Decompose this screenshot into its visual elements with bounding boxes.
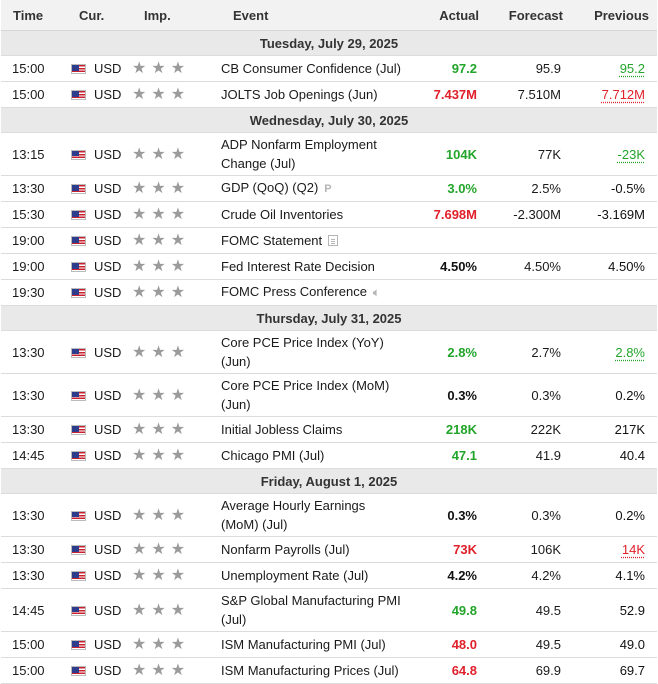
event-previous: -3.169M <box>597 207 645 222</box>
event-row[interactable] <box>1 176 657 202</box>
us-flag-icon <box>71 90 86 100</box>
event-forecast: 7.510M <box>487 82 571 108</box>
event-name[interactable]: JOLTS Job Openings (Jun) <box>221 87 378 102</box>
event-currency: USD <box>94 507 122 523</box>
event-previous: 4.1% <box>615 568 645 583</box>
event-time: 13:15 <box>1 133 67 176</box>
event-time: 13:30 <box>1 537 67 563</box>
event-time: 13:30 <box>1 494 67 537</box>
us-flag-icon <box>71 451 86 461</box>
event-time: 13:30 <box>1 176 67 202</box>
event-currency-cell <box>67 494 132 537</box>
importance-star-icon: ★ <box>151 447 166 464</box>
event-importance <box>132 563 221 589</box>
event-forecast: 49.5 <box>487 589 571 632</box>
event-name-cell[interactable] <box>221 537 408 563</box>
event-name[interactable]: S&P Global Manufacturing PMI (Jul) <box>221 593 401 627</box>
event-row[interactable] <box>1 202 657 228</box>
importance-star-icon: ★ <box>132 145 147 163</box>
event-time: 15:00 <box>1 56 67 82</box>
event-name[interactable]: CB Consumer Confidence (Jul) <box>221 61 401 76</box>
us-flag-icon <box>71 425 86 435</box>
event-forecast <box>487 228 571 254</box>
importance-star-icon: ★ <box>170 567 186 584</box>
event-time: 19:30 <box>1 280 67 306</box>
speaker-icon[interactable]: 🔈︎ <box>372 287 380 299</box>
importance-star-icon: ★ <box>132 421 147 438</box>
event-previous-cell <box>571 228 657 254</box>
importance-star-icon: ★ <box>151 662 166 679</box>
event-forecast: 2.5% <box>487 176 571 202</box>
event-actual: 49.8 <box>408 589 487 632</box>
event-name[interactable]: Core PCE Price Index (MoM) (Jun) <box>221 378 390 412</box>
event-name[interactable]: Nonfarm Payrolls (Jul) <box>221 542 350 557</box>
importance-star-icon: ★ <box>170 343 186 361</box>
column-header-event[interactable]: Event <box>221 0 408 31</box>
event-actual: 4.50% <box>408 254 487 280</box>
importance-star-icon: ★ <box>151 636 166 653</box>
event-row[interactable] <box>1 280 657 306</box>
us-flag-icon <box>71 150 86 160</box>
event-currency: USD <box>94 602 122 618</box>
event-name[interactable]: Unemployment Rate (Jul) <box>221 568 369 583</box>
event-name-cell[interactable] <box>221 82 408 108</box>
event-importance <box>132 82 221 108</box>
us-flag-icon <box>71 64 86 74</box>
event-row[interactable] <box>1 417 657 443</box>
preliminary-icon[interactable]: P <box>324 183 332 195</box>
event-name-cell[interactable] <box>221 176 408 202</box>
economic-calendar-table <box>1 0 657 684</box>
event-row[interactable] <box>1 589 657 632</box>
event-previous-cell <box>571 133 657 176</box>
importance-star-icon: ★ <box>151 506 166 524</box>
event-row[interactable] <box>1 632 657 658</box>
event-currency-cell <box>67 632 132 658</box>
event-importance <box>132 228 221 254</box>
importance-star-icon: ★ <box>170 506 186 524</box>
event-importance <box>132 331 221 374</box>
importance-star-icon: ★ <box>151 601 166 619</box>
event-actual: 2.8% <box>408 331 487 374</box>
us-flag-icon <box>71 545 86 555</box>
event-actual: 3.0% <box>408 176 487 202</box>
event-previous-cell <box>571 658 657 684</box>
event-name-cell[interactable] <box>221 254 408 280</box>
event-previous-cell <box>571 563 657 589</box>
importance-star-icon: ★ <box>132 258 147 275</box>
event-importance <box>132 254 221 280</box>
event-importance <box>132 658 221 684</box>
event-row[interactable] <box>1 374 657 417</box>
importance-star-icon: ★ <box>170 258 186 275</box>
event-currency: USD <box>94 259 122 274</box>
event-forecast: 222K <box>487 417 571 443</box>
event-forecast: 69.9 <box>487 658 571 684</box>
event-currency-cell <box>67 82 132 108</box>
event-previous-revised[interactable]: 2.8% <box>615 344 645 360</box>
event-name-cell[interactable] <box>221 280 408 306</box>
event-actual: 4.2% <box>408 563 487 589</box>
event-actual: 73K <box>408 537 487 563</box>
importance-star-icon: ★ <box>151 180 166 197</box>
event-previous-cell <box>571 417 657 443</box>
importance-star-icon: ★ <box>132 180 147 197</box>
date-heading: Tuesday, July 29, 2025 <box>1 31 657 56</box>
event-name-cell[interactable] <box>221 331 408 374</box>
event-forecast: 4.50% <box>487 254 571 280</box>
event-previous-cell <box>571 589 657 632</box>
event-name-cell[interactable] <box>221 563 408 589</box>
event-currency: USD <box>94 344 122 360</box>
event-name-cell[interactable] <box>221 417 408 443</box>
event-previous-cell <box>571 494 657 537</box>
event-currency-cell <box>67 589 132 632</box>
event-previous: 69.7 <box>619 663 645 678</box>
event-currency-cell <box>67 202 132 228</box>
us-flag-icon <box>71 640 86 650</box>
event-previous-revised[interactable]: 7.712M <box>601 87 645 102</box>
event-currency-cell <box>67 228 132 254</box>
importance-star-icon: ★ <box>170 86 186 103</box>
column-header-actual[interactable]: Actual <box>408 0 487 31</box>
event-importance <box>132 202 221 228</box>
importance-star-icon: ★ <box>170 421 186 438</box>
importance-star-icon: ★ <box>151 258 166 275</box>
event-currency: USD <box>94 542 122 557</box>
event-actual: 7.437M <box>408 82 487 108</box>
event-importance <box>132 133 221 176</box>
event-importance <box>132 56 221 82</box>
event-previous-cell <box>571 280 657 306</box>
event-currency-cell <box>67 280 132 306</box>
event-row[interactable] <box>1 494 657 537</box>
event-currency-cell <box>67 331 132 374</box>
importance-star-icon: ★ <box>170 386 186 404</box>
event-previous-revised[interactable]: -23K <box>617 146 645 162</box>
importance-star-icon: ★ <box>132 567 147 584</box>
event-previous-cell <box>571 443 657 469</box>
event-currency-cell <box>67 133 132 176</box>
date-heading: Wednesday, July 30, 2025 <box>1 108 657 133</box>
event-name-cell[interactable] <box>221 56 408 82</box>
event-name[interactable]: Core PCE Price Index (YoY) (Jun) <box>221 335 384 369</box>
event-row[interactable] <box>1 228 657 254</box>
event-row[interactable] <box>1 443 657 469</box>
event-currency: USD <box>94 637 122 652</box>
event-forecast: 77K <box>487 133 571 176</box>
event-actual <box>408 228 487 254</box>
event-previous: 0.2% <box>615 387 645 403</box>
event-currency-cell <box>67 254 132 280</box>
event-previous-revised[interactable]: 95.2 <box>619 61 645 76</box>
event-actual: 104K <box>408 133 487 176</box>
us-flag-icon <box>71 606 86 616</box>
importance-star-icon: ★ <box>132 284 147 301</box>
us-flag-icon <box>71 511 86 521</box>
event-importance <box>132 176 221 202</box>
event-currency-cell <box>67 374 132 417</box>
event-row[interactable] <box>1 563 657 589</box>
event-previous: 52.9 <box>619 602 645 618</box>
event-time: 15:00 <box>1 82 67 108</box>
event-currency: USD <box>94 87 122 102</box>
event-currency: USD <box>94 207 122 222</box>
importance-star-icon: ★ <box>151 86 166 103</box>
event-previous: 4.50% <box>608 259 645 274</box>
event-time: 13:30 <box>1 563 67 589</box>
event-currency-cell <box>67 56 132 82</box>
event-forecast: 4.2% <box>487 563 571 589</box>
event-name[interactable]: Chicago PMI (Jul) <box>221 448 325 463</box>
event-row[interactable] <box>1 254 657 280</box>
event-name[interactable]: GDP (QoQ) (Q2) <box>221 180 319 195</box>
event-currency-cell <box>67 417 132 443</box>
event-time: 19:00 <box>1 228 67 254</box>
document-icon[interactable] <box>328 235 338 246</box>
date-row <box>1 31 657 56</box>
importance-star-icon: ★ <box>132 232 147 249</box>
event-currency: USD <box>94 568 122 583</box>
event-currency-cell <box>67 537 132 563</box>
event-row[interactable] <box>1 56 657 82</box>
column-header-currency[interactable]: Cur. <box>67 0 132 31</box>
importance-star-icon: ★ <box>132 662 147 679</box>
event-previous: 40.4 <box>619 448 645 463</box>
event-previous-cell <box>571 202 657 228</box>
event-currency: USD <box>94 181 122 196</box>
event-row[interactable] <box>1 82 657 108</box>
event-previous-cell <box>571 632 657 658</box>
importance-star-icon: ★ <box>151 567 166 584</box>
event-forecast: 106K <box>487 537 571 563</box>
us-flag-icon <box>71 184 86 194</box>
event-actual: 47.1 <box>408 443 487 469</box>
event-actual: 64.8 <box>408 658 487 684</box>
event-name-cell[interactable] <box>221 658 408 684</box>
event-forecast <box>487 280 571 306</box>
date-row <box>1 306 657 331</box>
event-previous-cell <box>571 331 657 374</box>
event-name-cell[interactable] <box>221 202 408 228</box>
importance-star-icon: ★ <box>170 636 186 653</box>
column-header-time[interactable]: Time <box>1 0 67 31</box>
event-previous: 0.2% <box>615 507 645 523</box>
event-time: 13:30 <box>1 331 67 374</box>
event-currency-cell <box>67 658 132 684</box>
importance-star-icon: ★ <box>132 636 147 653</box>
event-forecast: 0.3% <box>487 494 571 537</box>
us-flag-icon <box>71 210 86 220</box>
importance-star-icon: ★ <box>151 421 166 438</box>
event-importance <box>132 632 221 658</box>
importance-star-icon: ★ <box>151 284 166 301</box>
event-currency: USD <box>94 387 122 403</box>
event-previous: 49.0 <box>619 637 645 652</box>
event-time: 15:30 <box>1 202 67 228</box>
importance-star-icon: ★ <box>170 447 186 464</box>
event-forecast: 49.5 <box>487 632 571 658</box>
importance-star-icon: ★ <box>132 541 147 558</box>
event-actual <box>408 280 487 306</box>
importance-star-icon: ★ <box>151 206 166 223</box>
event-row[interactable] <box>1 537 657 563</box>
event-previous-cell <box>571 82 657 108</box>
event-importance <box>132 494 221 537</box>
event-currency: USD <box>94 61 122 76</box>
event-importance <box>132 443 221 469</box>
event-name[interactable]: FOMC Press Conference <box>221 284 367 299</box>
importance-star-icon: ★ <box>132 343 147 361</box>
us-flag-icon <box>71 666 86 676</box>
importance-star-icon: ★ <box>151 343 166 361</box>
event-currency-cell <box>67 176 132 202</box>
us-flag-icon <box>71 288 86 298</box>
event-currency-cell <box>67 443 132 469</box>
importance-star-icon: ★ <box>170 180 186 197</box>
event-actual: 218K <box>408 417 487 443</box>
event-currency-cell <box>67 563 132 589</box>
event-currency: USD <box>94 448 122 463</box>
event-name-cell[interactable] <box>221 632 408 658</box>
event-previous: -0.5% <box>611 181 645 196</box>
event-name-cell[interactable] <box>221 494 408 537</box>
importance-star-icon: ★ <box>132 386 147 404</box>
event-name-cell[interactable] <box>221 228 408 254</box>
importance-star-icon: ★ <box>170 206 186 223</box>
event-name[interactable]: Fed Interest Rate Decision <box>221 259 375 274</box>
importance-star-icon: ★ <box>170 284 186 301</box>
date-row <box>1 108 657 133</box>
event-name[interactable]: Crude Oil Inventories <box>221 207 344 222</box>
event-name-cell[interactable] <box>221 133 408 176</box>
us-flag-icon <box>71 348 86 358</box>
us-flag-icon <box>71 236 86 246</box>
event-name[interactable]: Average Hourly Earnings (MoM) (Jul) <box>221 498 366 532</box>
event-name[interactable]: ISM Manufacturing Prices (Jul) <box>221 663 399 678</box>
event-name-cell[interactable] <box>221 374 408 417</box>
calendar-body <box>1 31 657 684</box>
importance-star-icon: ★ <box>151 541 166 558</box>
event-name[interactable]: Initial Jobless Claims <box>221 422 343 437</box>
event-currency: USD <box>94 422 122 437</box>
column-header-previous[interactable]: Previous <box>571 0 657 31</box>
event-currency: USD <box>94 663 122 678</box>
importance-star-icon: ★ <box>170 232 186 249</box>
event-time: 14:45 <box>1 443 67 469</box>
event-time: 19:00 <box>1 254 67 280</box>
importance-star-icon: ★ <box>170 601 186 619</box>
event-name-cell[interactable] <box>221 443 408 469</box>
event-currency: USD <box>94 285 122 300</box>
event-time: 15:00 <box>1 658 67 684</box>
event-importance <box>132 417 221 443</box>
importance-star-icon: ★ <box>170 541 186 558</box>
importance-star-icon: ★ <box>132 601 147 619</box>
event-name[interactable]: ADP Nonfarm Employment Change (Jul) <box>221 137 377 171</box>
event-importance <box>132 374 221 417</box>
event-importance <box>132 537 221 563</box>
us-flag-icon <box>71 571 86 581</box>
importance-star-icon: ★ <box>132 60 147 77</box>
event-name-cell[interactable] <box>221 589 408 632</box>
event-previous-cell <box>571 176 657 202</box>
event-importance <box>132 280 221 306</box>
column-header-importance[interactable]: Imp. <box>132 0 221 31</box>
event-time: 14:45 <box>1 589 67 632</box>
header-row <box>1 0 657 31</box>
event-name[interactable]: FOMC Statement <box>221 233 323 248</box>
event-forecast: 95.9 <box>487 56 571 82</box>
event-actual: 0.3% <box>408 374 487 417</box>
event-row[interactable] <box>1 133 657 176</box>
importance-star-icon: ★ <box>132 206 147 223</box>
event-time: 13:30 <box>1 417 67 443</box>
importance-star-icon: ★ <box>151 60 166 77</box>
importance-star-icon: ★ <box>151 145 166 163</box>
importance-star-icon: ★ <box>170 662 186 679</box>
event-row[interactable] <box>1 658 657 684</box>
event-actual: 48.0 <box>408 632 487 658</box>
event-forecast: 41.9 <box>487 443 571 469</box>
importance-star-icon: ★ <box>132 506 147 524</box>
importance-star-icon: ★ <box>151 386 166 404</box>
date-row <box>1 469 657 494</box>
us-flag-icon <box>71 391 86 401</box>
event-row[interactable] <box>1 331 657 374</box>
event-currency: USD <box>94 233 122 248</box>
event-previous: 217K <box>614 422 645 437</box>
event-forecast: 0.3% <box>487 374 571 417</box>
event-previous-cell <box>571 537 657 563</box>
importance-star-icon: ★ <box>151 232 166 249</box>
event-actual: 7.698M <box>408 202 487 228</box>
event-previous-cell <box>571 254 657 280</box>
importance-star-icon: ★ <box>170 145 186 163</box>
column-header-forecast[interactable]: Forecast <box>487 0 571 31</box>
importance-star-icon: ★ <box>132 447 147 464</box>
event-time: 13:30 <box>1 374 67 417</box>
importance-star-icon: ★ <box>170 60 186 77</box>
date-heading: Friday, August 1, 2025 <box>1 469 657 494</box>
event-forecast: -2.300M <box>487 202 571 228</box>
event-previous-cell <box>571 374 657 417</box>
us-flag-icon <box>71 262 86 272</box>
event-forecast: 2.7% <box>487 331 571 374</box>
event-actual: 97.2 <box>408 56 487 82</box>
event-time: 15:00 <box>1 632 67 658</box>
event-actual: 0.3% <box>408 494 487 537</box>
event-currency: USD <box>94 146 122 162</box>
date-heading: Thursday, July 31, 2025 <box>1 306 657 331</box>
importance-star-icon: ★ <box>132 86 147 103</box>
event-importance <box>132 589 221 632</box>
event-previous-cell <box>571 56 657 82</box>
event-previous-revised[interactable]: 14K <box>621 542 645 557</box>
event-name[interactable]: ISM Manufacturing PMI (Jul) <box>221 637 386 652</box>
